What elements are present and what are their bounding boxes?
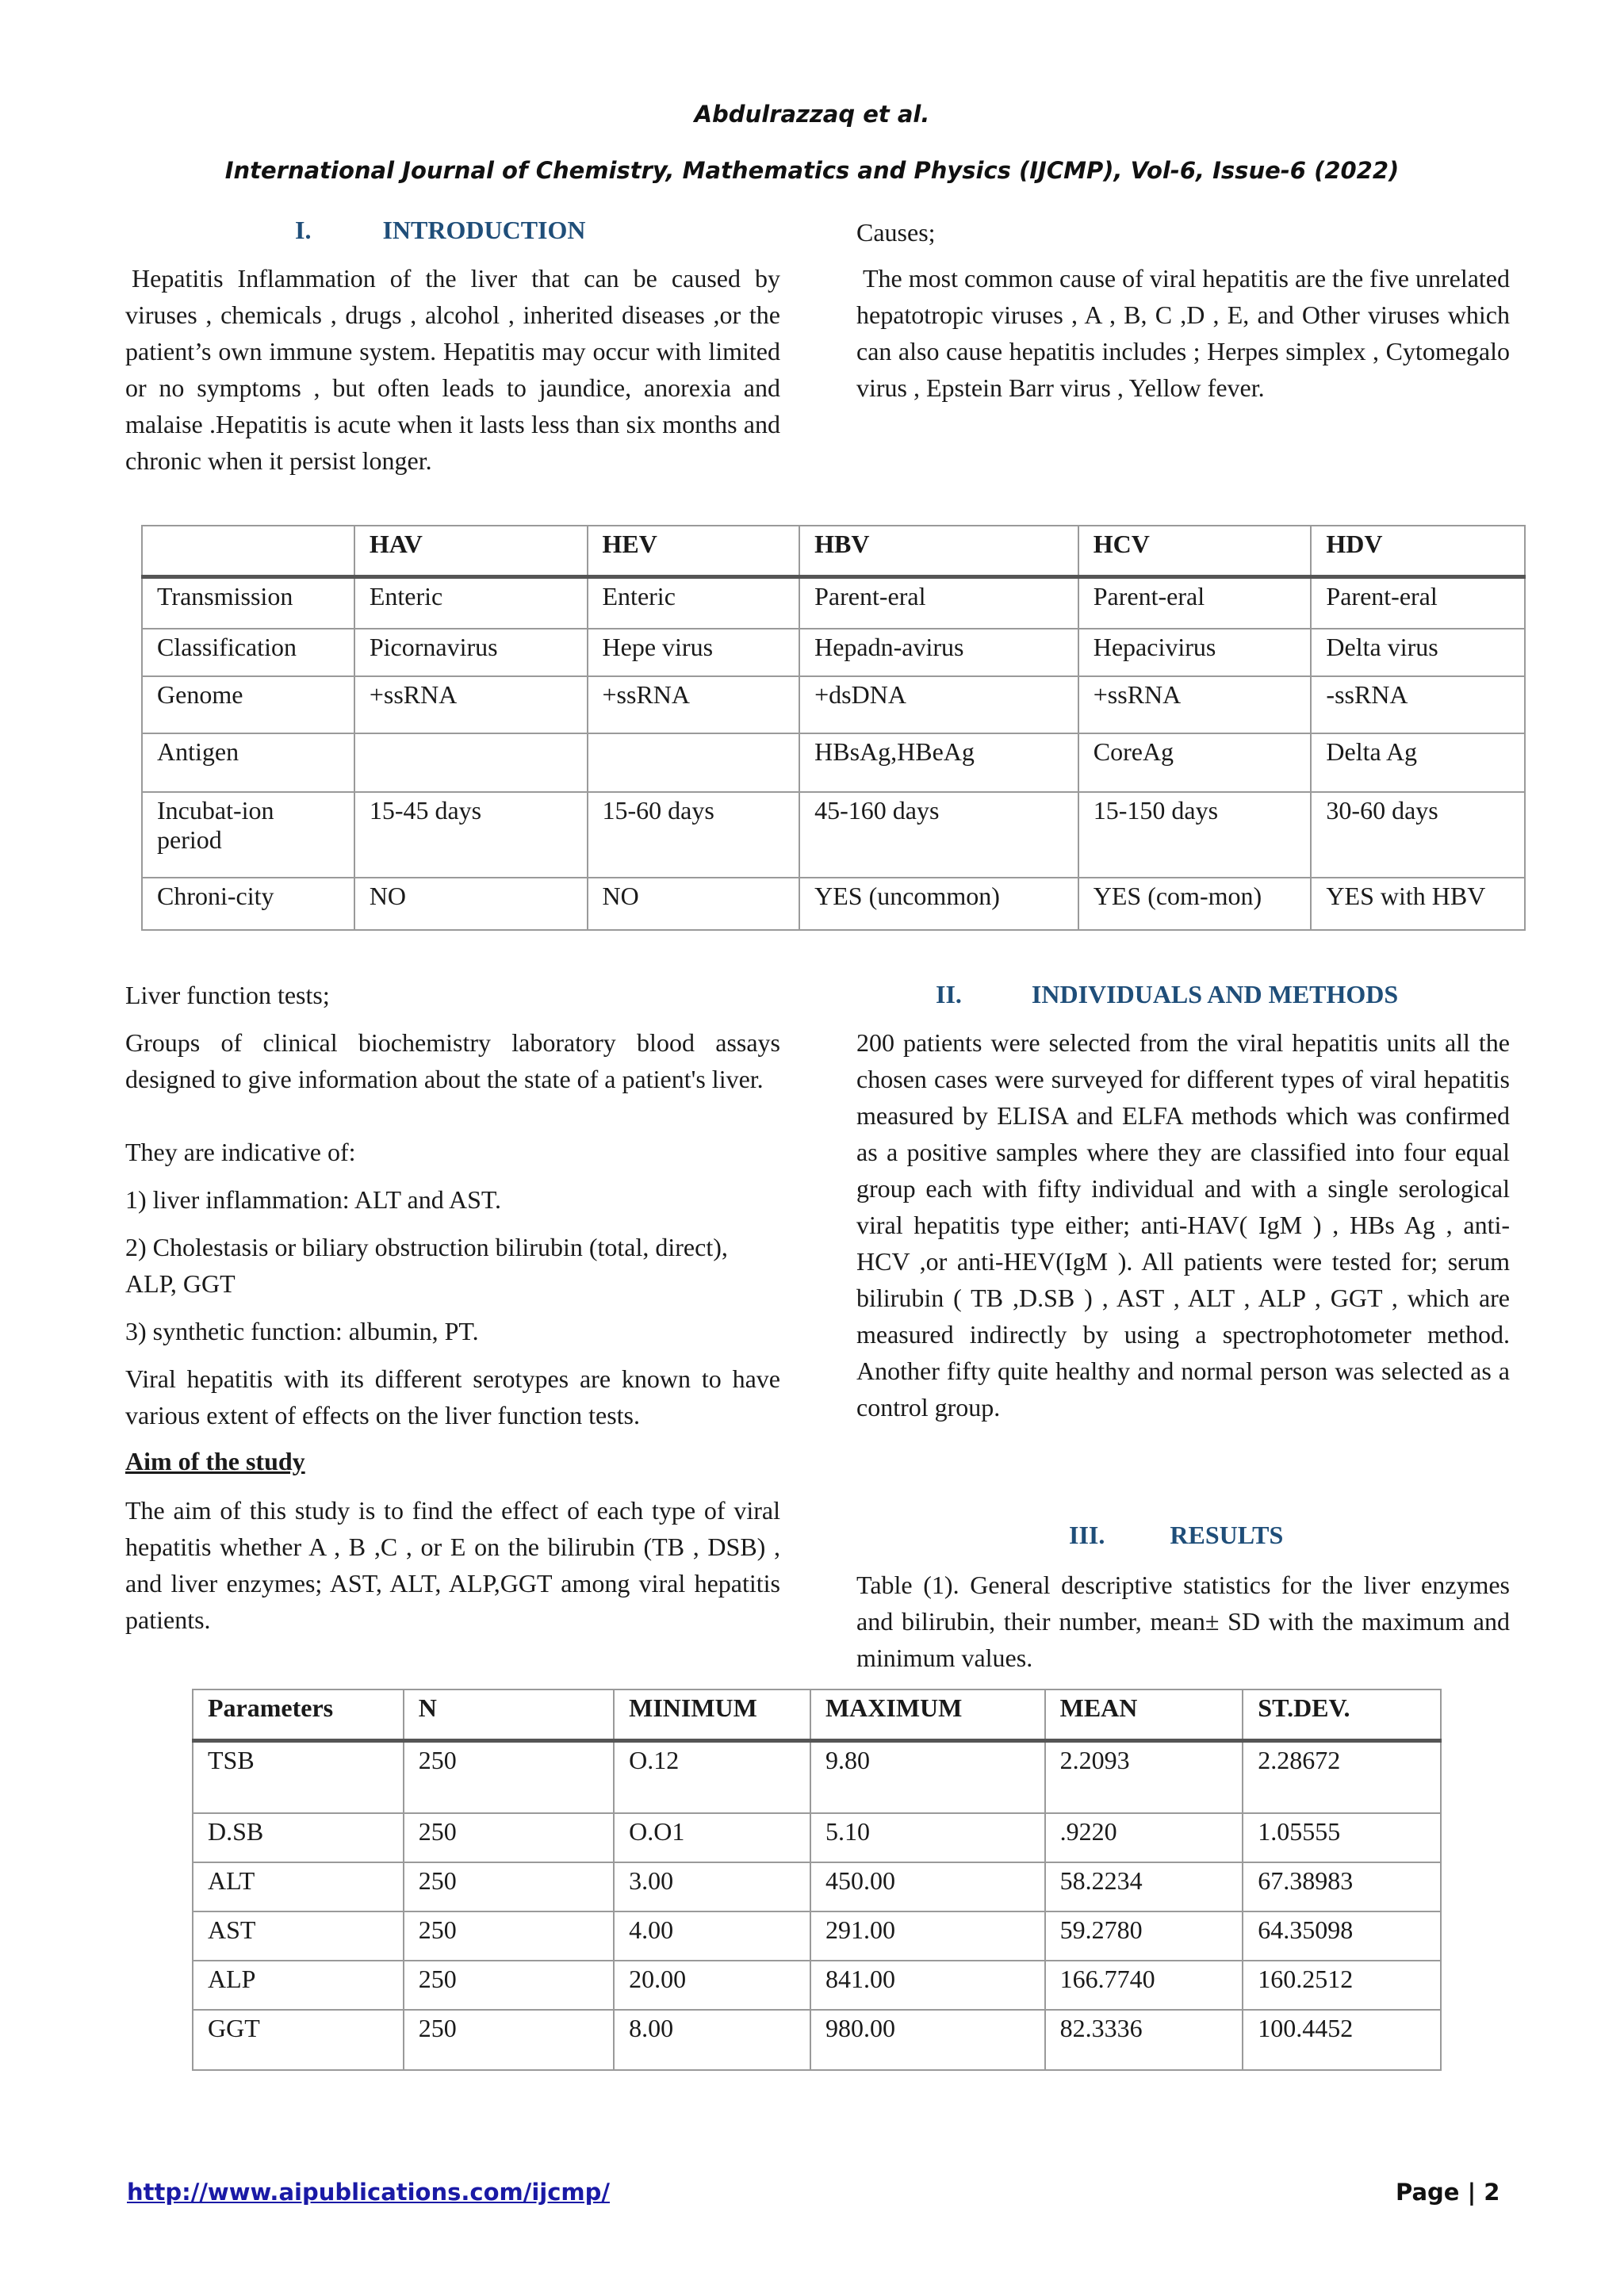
table-cell: O.O1: [614, 1813, 810, 1862]
table-header-cell: HDV: [1311, 526, 1525, 576]
table-cell: 250: [404, 2010, 614, 2070]
table-cell: [354, 733, 588, 792]
running-header-authors: Abdulrazzaq et al.: [694, 101, 930, 128]
table-row: [142, 878, 1525, 930]
table-cell: 9.80: [810, 1740, 1045, 1813]
table-header-cell: HCV: [1078, 526, 1312, 576]
table-row: [193, 1911, 1441, 1961]
table-header-row: [142, 526, 1525, 576]
section-heading-results: [1069, 1521, 1283, 1550]
table-row: [142, 676, 1525, 733]
table-cell: Chroni-city: [142, 878, 354, 930]
table-cell: 45-160 days: [799, 792, 1078, 878]
table-cell: YES (com-mon): [1078, 878, 1312, 930]
table-cell: YES (uncommon): [799, 878, 1078, 930]
table-cell: 59.2780: [1045, 1911, 1243, 1961]
table-cell: CoreAg: [1078, 733, 1312, 792]
table-cell: 160.2512: [1243, 1961, 1441, 2010]
intro-paragraph: Hepatitis Inflammation of the liver that can be caused by viruses , chemicals , drugs , alcohol , inherited diseases ,or the patient’s own immune system. Hepatitis may occur with limited or no symptoms , but often leads to jaundice, anorexia and malaise .Hepatitis is acute when it lasts less than six months and chronic when it persist longer.: [125, 264, 780, 475]
table-cell: Incubat-ion period: [142, 792, 354, 878]
table-cell: 250: [404, 1911, 614, 1961]
table-cell: Picornavirus: [354, 629, 588, 676]
table-cell: 82.3336: [1045, 2010, 1243, 2070]
table-cell: 67.38983: [1243, 1862, 1441, 1911]
serotypes-paragraph: Viral hepatitis with its different serotypes are known to have various extent of effects on the liver function tests.: [125, 1364, 780, 1429]
page-number: Page | 2: [1396, 2179, 1500, 2206]
table-cell: NO: [588, 878, 800, 930]
table-cell: Hepacivirus: [1078, 629, 1312, 676]
table-cell: +ssRNA: [1078, 676, 1312, 733]
table-cell: YES with HBV: [1311, 878, 1525, 930]
table-cell: 166.7740: [1045, 1961, 1243, 2010]
table-header-cell: MINIMUM: [614, 1689, 810, 1740]
table-row: [193, 2010, 1441, 2070]
table-header-cell: HAV: [354, 526, 588, 576]
section-heading-methods: [936, 980, 1398, 1009]
table-cell: 2.28672: [1243, 1740, 1441, 1813]
table-cell: TSB: [193, 1740, 404, 1813]
virus-comparison-table: [141, 525, 1526, 931]
table-row: [142, 733, 1525, 792]
table-cell: NO: [354, 878, 588, 930]
table-row: [142, 629, 1525, 676]
table-cell: 3.00: [614, 1862, 810, 1911]
table-cell: +ssRNA: [588, 676, 800, 733]
table-header-cell: ST.DEV.: [1243, 1689, 1441, 1740]
table-cell: 5.10: [810, 1813, 1045, 1862]
table-cell: +ssRNA: [354, 676, 588, 733]
table-cell: ALP: [193, 1961, 404, 2010]
table-cell: 980.00: [810, 2010, 1045, 2070]
section-title: INTRODUCTION: [382, 216, 586, 244]
table-cell: GGT: [193, 2010, 404, 2070]
table-cell: 15-60 days: [588, 792, 800, 878]
running-header-journal: International Journal of Chemistry, Mathematics and Physics (IJCMP), Vol-6, Issue-6 (2022): [224, 157, 1400, 184]
table-cell: 8.00: [614, 2010, 810, 2070]
table-cell: Enteric: [588, 576, 800, 629]
table-cell: Parent-eral: [1311, 576, 1525, 629]
section-number: I.: [295, 216, 312, 244]
table-header-cell: N: [404, 1689, 614, 1740]
table-cell: 15-150 days: [1078, 792, 1312, 878]
liver-tests-heading: Liver function tests;: [125, 981, 330, 1009]
table-cell: 4.00: [614, 1911, 810, 1961]
table-cell: 64.35098: [1243, 1911, 1441, 1961]
table-row: [193, 1862, 1441, 1911]
list-item: 2) Cholestasis or biliary obstruction bilirubin (total, direct), ALP, GGT: [125, 1233, 728, 1298]
table-cell: Antigen: [142, 733, 354, 792]
section-title: INDIVIDUALS AND METHODS: [1031, 980, 1399, 1008]
table-header-row: [193, 1689, 1441, 1740]
indicative-line: They are indicative of:: [125, 1138, 356, 1166]
section-title: RESULTS: [1170, 1521, 1284, 1549]
table-row: [193, 1813, 1441, 1862]
table-row: [142, 576, 1525, 629]
table-cell: ALT: [193, 1862, 404, 1911]
table-header-cell: Parameters: [193, 1689, 404, 1740]
section-number: II.: [936, 980, 962, 1008]
descriptive-statistics-table: [192, 1689, 1442, 2071]
table-cell: Parent-eral: [1078, 576, 1312, 629]
table-header-cell: MAXIMUM: [810, 1689, 1045, 1740]
list-item: 3) synthetic function: albumin, PT.: [125, 1317, 479, 1345]
causes-heading: Causes;: [856, 218, 936, 247]
table-cell: Delta Ag: [1311, 733, 1525, 792]
table-cell: Genome: [142, 676, 354, 733]
aim-paragraph: The aim of this study is to find the effect of each type of viral hepatitis whether A , B ,C , or E on the bilirubin (TB , DSB) , and liver enzymes; AST, ALT, ALP,GGT among viral hepatitis patients.: [125, 1496, 780, 1634]
methods-paragraph: 200 patients were selected from the viral hepatitis units all the chosen cases were surveyed for different types of viral hepatitis measured by ELISA and ELFA methods which was confirmed as a positive samples where they are classified into four equal group each with fifty individual and with a single serological viral hepatitis type either; anti-HAV( IgM ) , HBs Ag , anti-HCV ,or anti-HEV(IgM ). All patients were tested for; serum bilirubin ( TB ,D.SB ) , AST , ALT , ALP , GGT , which are measured indirectly by using a spectrophotometer method. Another fifty quite healthy and normal person was selected as a control group.: [856, 1028, 1510, 1422]
table-cell: 250: [404, 1961, 614, 2010]
table-cell: Hepe virus: [588, 629, 800, 676]
table-row: [193, 1961, 1441, 2010]
table-row: [193, 1740, 1441, 1813]
table-cell: Transmission: [142, 576, 354, 629]
table-cell: Hepadn-avirus: [799, 629, 1078, 676]
table-cell: 2.2093: [1045, 1740, 1243, 1813]
table-cell: Enteric: [354, 576, 588, 629]
table-cell: HBsAg,HBeAg: [799, 733, 1078, 792]
table-cell: -ssRNA: [1311, 676, 1525, 733]
table-cell: O.12: [614, 1740, 810, 1813]
journal-url-link[interactable]: http://www.aipublications.com/ijcmp/: [127, 2179, 610, 2206]
table-cell: 450.00: [810, 1862, 1045, 1911]
table-header-cell: MEAN: [1045, 1689, 1243, 1740]
table-cell: 250: [404, 1813, 614, 1862]
table-cell: 250: [404, 1740, 614, 1813]
table-row: [142, 792, 1525, 878]
liver-tests-paragraph: Groups of clinical biochemistry laboratory blood assays designed to give information about the state of a patient's liver.: [125, 1028, 780, 1093]
table-cell: .9220: [1045, 1813, 1243, 1862]
aim-heading: Aim of the study: [125, 1447, 305, 1475]
table-cell: 15-45 days: [354, 792, 588, 878]
table-cell: 58.2234: [1045, 1862, 1243, 1911]
table-cell: 30-60 days: [1311, 792, 1525, 878]
table-cell: 20.00: [614, 1961, 810, 2010]
list-item: 1) liver inflammation: ALT and AST.: [125, 1185, 502, 1214]
table-header-cell: [142, 526, 354, 576]
table-header-cell: HBV: [799, 526, 1078, 576]
table-cell: AST: [193, 1911, 404, 1961]
table-cell: 1.05555: [1243, 1813, 1441, 1862]
section-number: III.: [1069, 1521, 1105, 1549]
section-heading-introduction: [295, 216, 585, 245]
table-cell: Classification: [142, 629, 354, 676]
causes-paragraph: The most common cause of viral hepatitis are the five unrelated hepatotropic viruses , A , B, C ,D , E, and Other viruses which can also cause hepatitis includes ; Herpes simplex , Cytomegalo virus , Epstein Barr virus , Yellow fever.: [856, 264, 1510, 402]
table-header-cell: HEV: [588, 526, 800, 576]
table-cell: 250: [404, 1862, 614, 1911]
results-caption: Table (1). General descriptive statistics for the liver enzymes and bilirubin, their number, mean± SD with the maximum and minimum values.: [856, 1571, 1510, 1672]
table-cell: 841.00: [810, 1961, 1045, 2010]
table-cell: 291.00: [810, 1911, 1045, 1961]
table-cell: 100.4452: [1243, 2010, 1441, 2070]
table-cell: [588, 733, 800, 792]
table-cell: Delta virus: [1311, 629, 1525, 676]
table-cell: +dsDNA: [799, 676, 1078, 733]
table-cell: Parent-eral: [799, 576, 1078, 629]
table-cell: D.SB: [193, 1813, 404, 1862]
